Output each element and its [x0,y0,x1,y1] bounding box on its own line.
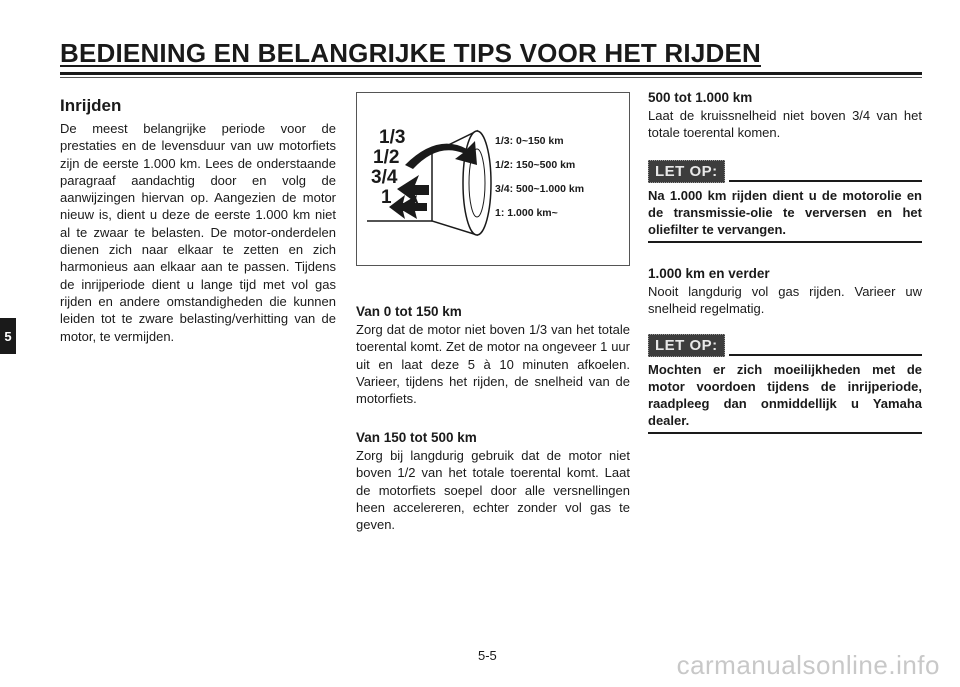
title-rule [60,72,922,75]
van-150-text: Zorg bij langdurig gebruik dat de motor niet boven 1/2 van het totale toerental komt. Laat de motorfiets soepel door alle versnellingen heen accelereren, echter zonder vol gas te geven. [356,448,630,533]
verder-heading: 1.000 km en verder [648,266,770,281]
fraction-1-2: 1/2 [373,147,400,168]
verder-section [648,266,922,318]
note-rule [729,354,922,356]
fraction-1-3: 1/3 [379,127,406,148]
legend-item: 1: 1.000 km~ [495,207,558,219]
throttle-grip-illustration [357,93,629,265]
note-badge: LET OP: [648,334,725,357]
van-500-heading: 500 tot 1.000 km [648,90,753,105]
figure-legend [495,129,584,225]
inrijden-heading: Inrijden [60,96,122,115]
note-text: Mochten er zich moeilijkheden met de motor voordoen tijdens de inrijperiode, raadpleeg dan onmiddellijk u Yamaha dealer. [648,362,922,428]
van-500-text: Laat de kruissnelheid niet boven 3/4 van het totale toerental komen. [648,108,922,141]
legend-item: 1/3: 0~150 km [495,135,564,147]
van-0-text: Zorg dat de motor niet boven 1/3 van het totale toerental komt. Zet de motor na ongeveer 1 uur uit en laat deze 5 à 10 minuten afkoelen. Varieer, tijdens het rijden, de snelheid van de motorfiets. [356,322,630,407]
watermark: carmanualsonline.info [676,650,940,680]
chapter-tab: 5 [0,318,16,354]
inrijden-section [60,96,336,345]
note-box [648,160,922,243]
note-header [648,334,922,357]
page-title: BEDIENING EN BELANGRIJKE TIPS VOOR HET RIJDEN [60,38,761,68]
note-header [648,160,922,183]
note-underline [648,241,922,243]
verder-text: Nooit langdurig vol gas rijden. Varieer uw snelheid regelmatig. [648,284,922,317]
note-badge: LET OP: [648,160,725,183]
van-0-section [356,304,630,407]
note-rule [729,180,922,182]
van-0-heading: Van 0 tot 150 km [356,304,462,319]
page-number: 5-5 [478,648,497,663]
note-text: Na 1.000 km rijden dient u de motorolie en de transmissie-olie te verversen en het oliefilter te vervangen. [648,188,922,237]
van-150-section [356,430,630,533]
fraction-3-4: 3/4 [371,167,398,188]
legend-item: 1/2: 150~500 km [495,159,576,171]
throttle-diagram [356,92,630,266]
title-rule-thin [60,77,922,78]
note-underline [648,432,922,434]
note-box [648,334,922,434]
legend-item: 3/4: 500~1.000 km [495,183,585,195]
van-150-heading: Van 150 tot 500 km [356,430,477,445]
fraction-1: 1 [381,187,392,208]
van-500-section [648,90,922,142]
inrijden-text: De meest belangrijke periode voor de prestaties en de levensduur van uw motorfiets zijn de eerste 1.000 km. Lees de onderstaande paragraaf aandachtig door en volg de aanwijzingen hiervan op. Aangezien de motor nieuw is, dient u deze de eerste 1.000 km niet al te zwaar te belasten. De motor-onderdelen dienen zich naar elkaar te zetten en zich harmonieus aan elkaar aan te passen. Tijdens de inrijperiode dient u lange tijd met vol gas rijden en andere omstandigheden die kunnen leiden tot te zware belasting/verhitting van de motor, te vermijden. [60,121,336,344]
